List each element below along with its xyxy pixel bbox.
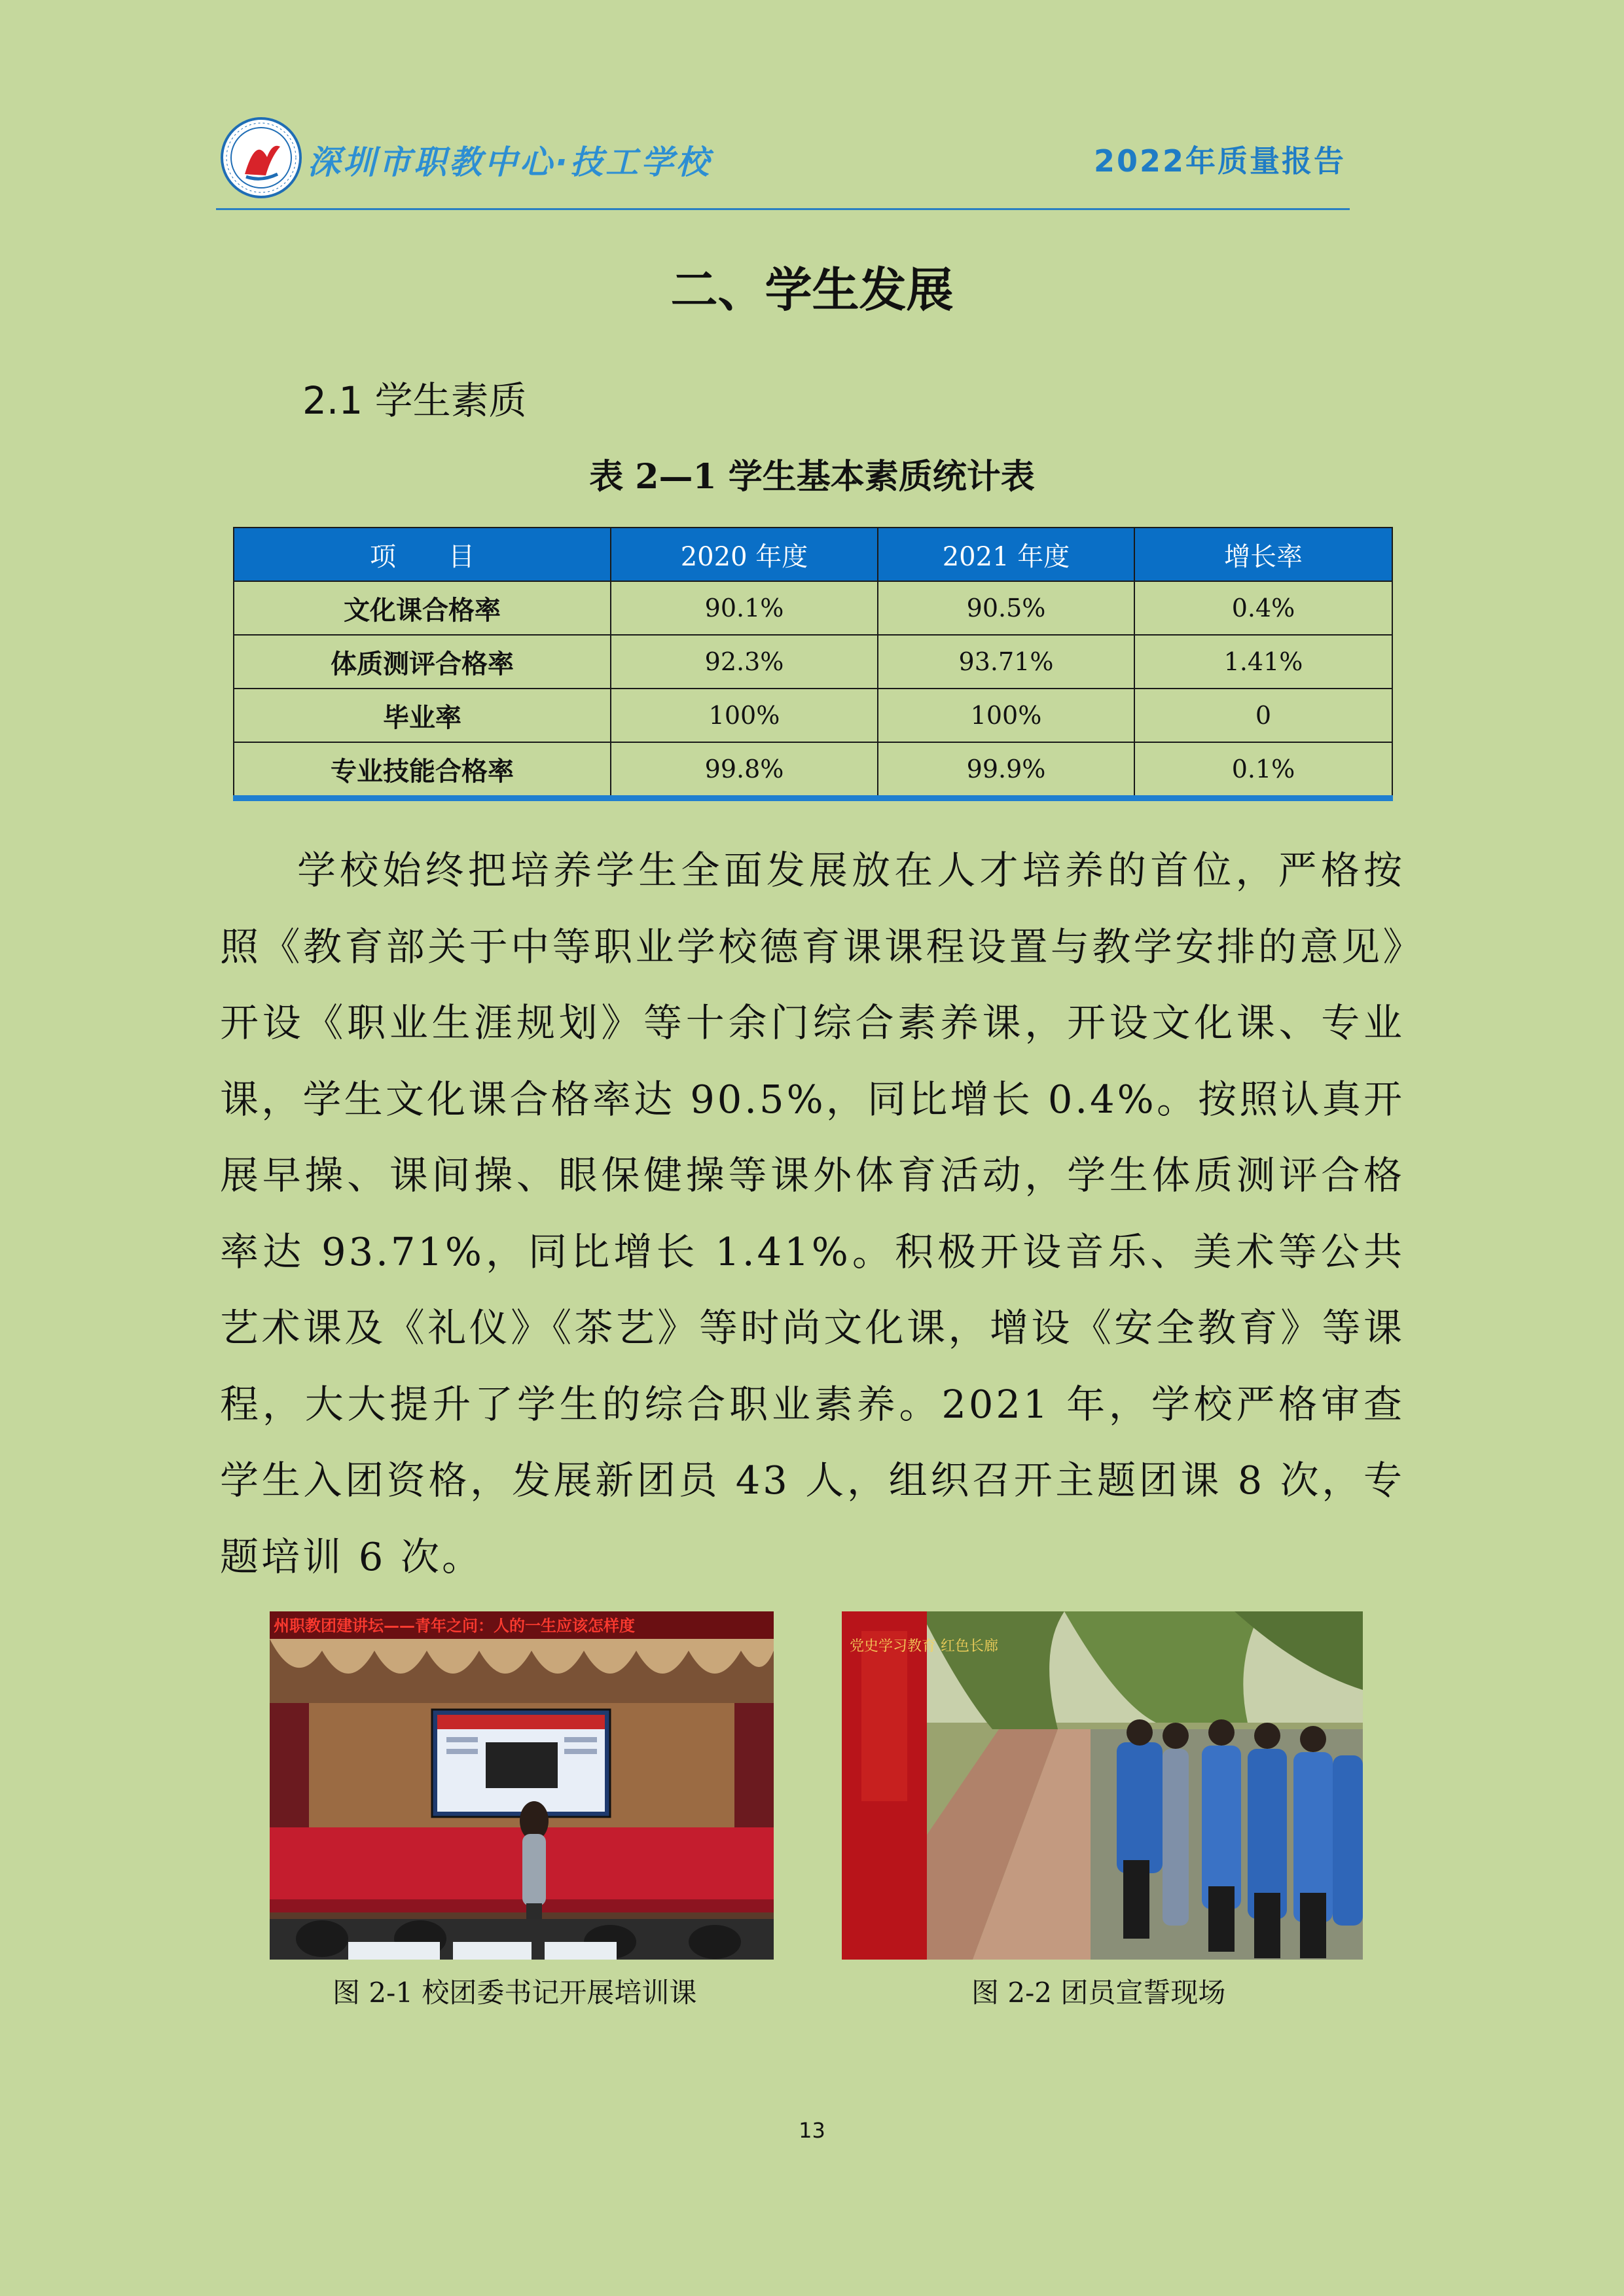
table-cell: 99.8%: [611, 742, 878, 798]
row-label: 毕业率: [234, 689, 611, 742]
table-cell: 90.1%: [611, 581, 878, 635]
table-cell: 90.5%: [878, 581, 1134, 635]
training-lecture-photo: [270, 1611, 774, 1960]
figure-caption: 图 2-1 校团委书记开展培训课: [333, 1977, 697, 2009]
row-label: 体质测评合格率: [234, 635, 611, 689]
table-cell: 93.71%: [878, 635, 1134, 689]
table-cell: 92.3%: [611, 635, 878, 689]
body-text: [220, 833, 1405, 1595]
row-label: 专业技能合格率: [234, 742, 611, 798]
table-row: [234, 689, 1392, 742]
table-cell: 0.4%: [1134, 581, 1392, 635]
table-caption: 表 2—1 学生基本素质统计表: [589, 457, 1035, 497]
oath-ceremony-photo: [842, 1611, 1363, 1960]
page-number: 13: [799, 2118, 825, 2143]
table-header-row: [234, 528, 1392, 581]
school-logo: [220, 117, 302, 199]
banner-text: 州职教团建讲坛——青年之问：人的一生应该怎样度: [274, 1617, 635, 1635]
column-header: 2020 年度: [611, 528, 878, 581]
figure-caption: 图 2-2 团员宣誓现场: [971, 1977, 1226, 2009]
section-title: 2.1 学生素质: [302, 378, 527, 423]
page-header: [216, 117, 1350, 210]
table-cell: 1.41%: [1134, 635, 1392, 689]
table-cell: 100%: [878, 689, 1134, 742]
report-title: 2022年质量报告: [1093, 143, 1346, 179]
table-cell: 0.1%: [1134, 742, 1392, 798]
table-row: [234, 581, 1392, 635]
column-header: 项 目: [234, 528, 611, 581]
table-row: [234, 635, 1392, 689]
table-cell: 99.9%: [878, 742, 1134, 798]
school-name: 深圳市职教中心·技工学校: [308, 143, 712, 181]
student-quality-table: [233, 527, 1393, 801]
column-header: 增长率: [1134, 528, 1392, 581]
chapter-title: 二、学生发展: [670, 262, 954, 317]
body-paragraph: 学校始终把培养学生全面发展放在人才培养的首位，严格按照《教育部关于中等职业学校德育课课程设置与教学安排的意见》开设《职业生涯规划》等十余门综合素养课，开设文化课、专业课，学生文化课合格率达 90.5%，同比增长 0.4%。按照认真开展早操、课间操、眼保健操等课外体育活动，学生体质测评合格率达 93.71%，同比增长 1.41%。积极开设音乐、美术等公共艺术课及《礼仪》《茶艺》等时尚文化课，增设《安全教育》等课程，大大提升了学生的综合职业素养。2021 年，学校严格审查学生入团资格，发展新团员 43 人，组织召开主题团课 8 次，专题培训 6 次。: [220, 848, 1405, 1579]
row-label: 文化课合格率: [234, 581, 611, 635]
table-cell: 100%: [611, 689, 878, 742]
table-row: [234, 742, 1392, 798]
column-header: 2021 年度: [878, 528, 1134, 581]
sign-text: 党史学习教育 红色长廊: [850, 1638, 998, 1655]
table-cell: 0: [1134, 689, 1392, 742]
